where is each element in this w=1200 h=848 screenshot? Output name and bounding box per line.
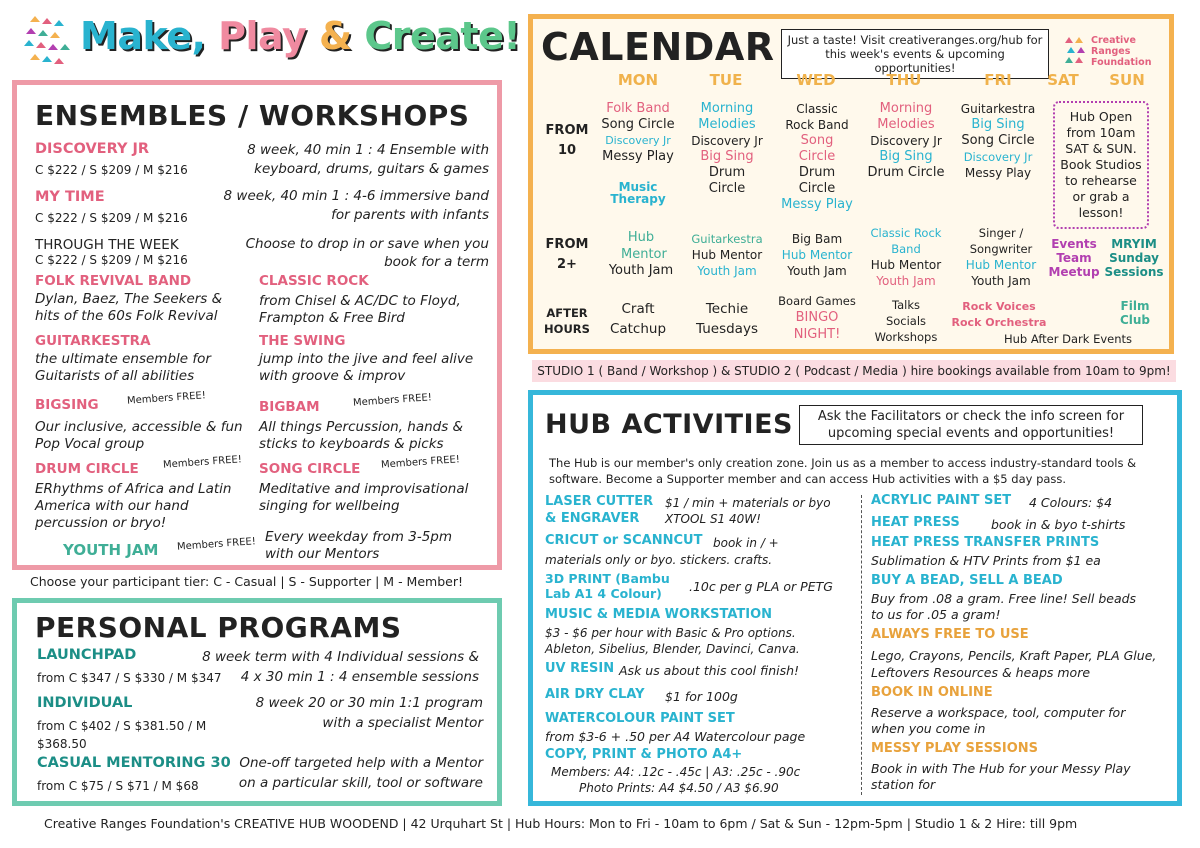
wed-morning: Classic Rock Band Song Circle Drum Circle Messy Play [781, 102, 853, 212]
acrylic-name: ACRYLIC PAINT SET [871, 493, 1012, 508]
bigsing-name: BIGSING [35, 397, 99, 413]
guitar-name: GUITARKESTRA [35, 333, 151, 349]
messy-desc: Book in with The Hub for your Messy Play station for [871, 761, 1131, 792]
transfer-name: HEAT PRESS TRANSFER PRINTS [871, 535, 1100, 550]
indiv-price: from C $402 / S $381.50 / M $368.50 [37, 719, 207, 751]
swing-name: THE SWING [259, 333, 346, 349]
sat-afternoon: Events Team Meetup [1048, 237, 1100, 279]
weekend-box: Hub Open from 10am SAT & SUN. Book Studios to rehearse or grab a lesson! [1053, 101, 1149, 229]
folk-name: FOLK REVIVAL BAND [35, 273, 192, 289]
discovery-price: C $222 / S $209 / M $216 [35, 163, 188, 177]
tier-note: Choose your participant tier: C - Casual | S - Supporter | M - Member! [30, 574, 463, 589]
casual-price: from C $75 / S $71 / M $68 [37, 779, 199, 793]
online-name: BOOK IN ONLINE [871, 685, 993, 700]
bead-name: BUY A BEAD, SELL A BEAD [871, 573, 1063, 588]
messy-name: MESSY PLAY SESSIONS [871, 741, 1038, 756]
ensembles-heading: ENSEMBLES / WORKSHOPS [35, 99, 470, 132]
hub-intro: The Hub is our member's only creation zone. Join us as a member to access industry-standard tools & software. Become a Supporter member and can access Hub activities with a $5 day pass. [549, 456, 1137, 486]
title-create: Create! [364, 14, 521, 58]
ensembles-panel [12, 80, 502, 570]
day-sat: SAT [1047, 71, 1079, 89]
copy-name: COPY, PRINT & PHOTO A4+ [545, 747, 743, 762]
mon-afterhours: Craft Catchup [609, 301, 667, 337]
discovery-name: DISCOVERY JR [35, 141, 150, 157]
music-desc: $3 - $6 per hour with Basic & Pro options. Ableton, Sibelius, Blender, Davinci, Canva. [545, 626, 800, 656]
day-fri: FRI [984, 71, 1012, 89]
youth-name: YOUTH JAM [63, 541, 159, 559]
sun-afternoon: MRYIM Sunday Sessions [1104, 237, 1164, 279]
sun-afterhours: Film Club [1119, 299, 1151, 327]
wed-afternoon: Big Bam Hub Mentor Youth Jam [781, 232, 853, 278]
free-name: ALWAYS FREE TO USE [871, 627, 1029, 642]
free-desc: Lego, Crayons, Pencils, Kraft Paper, PLA Glue, Leftovers Resources & heaps more [871, 648, 1157, 680]
guitar-desc: the ultimate ensemble for Guitarists of all abilities [35, 351, 211, 384]
studio-hire-banner: STUDIO 1 ( Band / Workshop ) & STUDIO 2 ( Podcast / Media ) hire bookings available from 10am to 9pm! [532, 360, 1176, 382]
foundation-logo-icon [1063, 31, 1153, 67]
cricut-desc: book in / + materials only or byo. stickers. crafts. [545, 536, 779, 567]
day-tue: TUE [709, 71, 743, 89]
mon-morning: Folk Band Song Circle Discovery Jr Messy Play Music Therapy [601, 101, 675, 206]
laser-desc: $1 / min + materials or byo XTOOL S1 40W! [665, 496, 831, 526]
day-wed: WED [796, 71, 836, 89]
personal-heading: PERSONAL PROGRAMS [35, 611, 402, 644]
swing-desc: jump into the jive and feel alive with groove & improv [259, 351, 474, 384]
indiv-desc: 8 week 20 or 30 min 1:1 program with a specialist Mentor [255, 695, 483, 731]
calendar-heading: CALENDAR [541, 25, 775, 69]
launch-price: from C $347 / S $330 / M $347 [37, 671, 222, 685]
mytime-name: MY TIME [35, 189, 105, 205]
heat-name: HEAT PRESS [871, 515, 960, 530]
foundation-logo-text: Creative Ranges Foundation [1091, 35, 1152, 68]
logo-triangles-icon [22, 16, 70, 70]
print3d-desc: .10c per g PLA or PETG [689, 579, 833, 594]
bigbam-name: BIGBAM [259, 399, 320, 415]
laser-name: LASER CUTTER & ENGRAVER [545, 494, 654, 526]
hub-ask-note: Ask the Facilitators or check the info screen for upcoming special events and opportunities! [799, 405, 1143, 445]
bigbam-badge: Members FREE! [352, 392, 433, 409]
online-desc: Reserve a workspace, tool, computer for when you come in [871, 705, 1126, 736]
bead-desc: Buy from .08 a gram. Free line! Sell beads to us for .05 a gram! [871, 591, 1137, 622]
mon-afternoon: Hub Mentor Youth Jam [608, 230, 674, 278]
discovery-desc: 8 week, 40 min 1 : 4 Ensemble with keyboard, drums, guitars & games [247, 142, 489, 177]
classic-desc: from Chisel & AC/DC to Floyd, Frampton & Free Bird [259, 293, 461, 326]
bigsing-badge: Members FREE! [126, 390, 207, 407]
drum-badge: Members FREE! [162, 454, 243, 471]
youth-badge: Members FREE! [176, 536, 257, 553]
print3d-name: 3D PRINT (Bambu Lab A1 4 Colour) [545, 571, 670, 601]
thu-afterhours: Talks Socials Workshops [874, 298, 938, 344]
row-from10: FROM 10 [545, 123, 589, 158]
title-play: Play [218, 14, 307, 58]
bigbam-desc: All things Percussion, hands & sticks to keyboards & picks [259, 419, 464, 452]
heat-desc: book in & byo t-shirts [991, 517, 1126, 532]
calendar-note: Just a taste! Visit creativeranges.org/hub for this week's events & upcoming opportunities! [781, 29, 1049, 79]
personal-programs-panel [12, 598, 502, 806]
week-price: C $222 / S $209 / M $216 [35, 253, 188, 267]
mytime-price: C $222 / S $209 / M $216 [35, 211, 188, 225]
calendar-panel [528, 14, 1174, 354]
casual-name: CASUAL MENTORING 30 [37, 755, 231, 771]
thu-morning: Morning Melodies Discovery Jr Big Sing Drum Circle [867, 101, 945, 180]
title-amp: & [319, 14, 352, 58]
classic-name: CLASSIC ROCK [259, 273, 369, 289]
bigsing-desc: Our inclusive, accessible & fun Pop Vocal group [35, 419, 243, 452]
title-make: Make, [80, 14, 206, 58]
indiv-name: INDIVIDUAL [37, 695, 133, 711]
week-name: THROUGH THE WEEK [35, 237, 179, 253]
fri-morning: Guitarkestra Big Sing Song Circle Discovery Jr Messy Play [960, 102, 1036, 180]
row-afterhours: AFTER HOURS [544, 306, 590, 336]
launch-desc: 8 week term with 4 Individual sessions & 4 x 30 min 1 : 4 ensemble sessions [202, 649, 479, 685]
drum-name: DRUM CIRCLE [35, 461, 139, 477]
song-badge: Members FREE! [380, 454, 461, 471]
water-desc: from $3-6 + .50 per A4 Watercolour page [545, 729, 806, 744]
water-name: WATERCOLOUR PAINT SET [545, 711, 735, 726]
day-mon: MON [617, 71, 659, 89]
clay-name: AIR DRY CLAY [545, 687, 645, 702]
tue-morning: Morning Melodies Discovery Jr Big Sing Drum Circle [691, 101, 763, 196]
tue-afterhours: Techie Tuesdays [696, 301, 758, 337]
casual-desc: One-off targeted help with a Mentor on a particular skill, tool or software [238, 755, 483, 791]
launch-name: LAUNCHPAD [37, 647, 137, 663]
mytime-desc: 8 week, 40 min 1 : 4-6 immersive band for parents with infants [223, 188, 489, 223]
cricut-name: CRICUT or SCANNCUT [545, 533, 703, 548]
song-desc: Meditative and improvisational singing for wellbeing [259, 481, 469, 514]
uv-desc: Ask us about this cool finish! [619, 663, 800, 678]
fri-afternoon: Singer / Songwriter Hub Mentor Youth Jam [965, 226, 1037, 288]
drum-desc: ERhythms of Africa and Latin America with our hand percussion or bryo! [35, 481, 232, 531]
fri-afterhours: Rock Voices Rock Orchestra [951, 300, 1047, 329]
day-sun: SUN [1109, 71, 1145, 89]
hub-heading: HUB ACTIVITIES [545, 409, 793, 440]
page-title [80, 14, 520, 58]
footer: Creative Ranges Foundation's CREATIVE HUB WOODEND | 42 Urquhart St | Hub Hours: Mon to Fri - 10am to 6pm / Sat & Sun - 12pm-5pm | Studio 1 & 2 Hire: till 9pm [44, 816, 1078, 831]
uv-name: UV RESIN [545, 661, 615, 676]
thu-afternoon: Classic Rock Band Hub Mentor Youth Jam [870, 226, 942, 288]
clay-desc: $1 for 100g [665, 689, 738, 704]
song-name: SONG CIRCLE [259, 461, 361, 477]
after-dark-events: Hub After Dark Events [1003, 332, 1133, 346]
youth-desc: Every weekday from 3-5pm with our Mentors [265, 529, 453, 562]
acrylic-desc: 4 Colours: $4 [1029, 495, 1113, 510]
copy-desc-1: Members: A4: .12c - .45c | A3: .25c - .90c [551, 765, 801, 779]
wed-afterhours: Board Games BINGO NIGHT! [778, 294, 856, 342]
transfer-desc: Sublimation & HTV Prints from $1 ea [871, 553, 1101, 568]
row-from2: FROM 2+ [545, 237, 589, 272]
hub-activities-panel [528, 390, 1182, 806]
day-thu: THU [886, 71, 922, 89]
week-desc: Choose to drop in or save when you book for a term [245, 236, 489, 270]
copy-desc-2: Photo Prints: A4 $4.50 / A3 $6.90 [579, 781, 779, 795]
column-divider [861, 495, 862, 795]
tue-afternoon: Guitarkestra Hub Mentor Youth Jam [691, 232, 763, 278]
folk-desc: Dylan, Baez, The Seekers & hits of the 60s Folk Revival [35, 291, 223, 324]
music-name: MUSIC & MEDIA WORKSTATION [545, 607, 773, 622]
